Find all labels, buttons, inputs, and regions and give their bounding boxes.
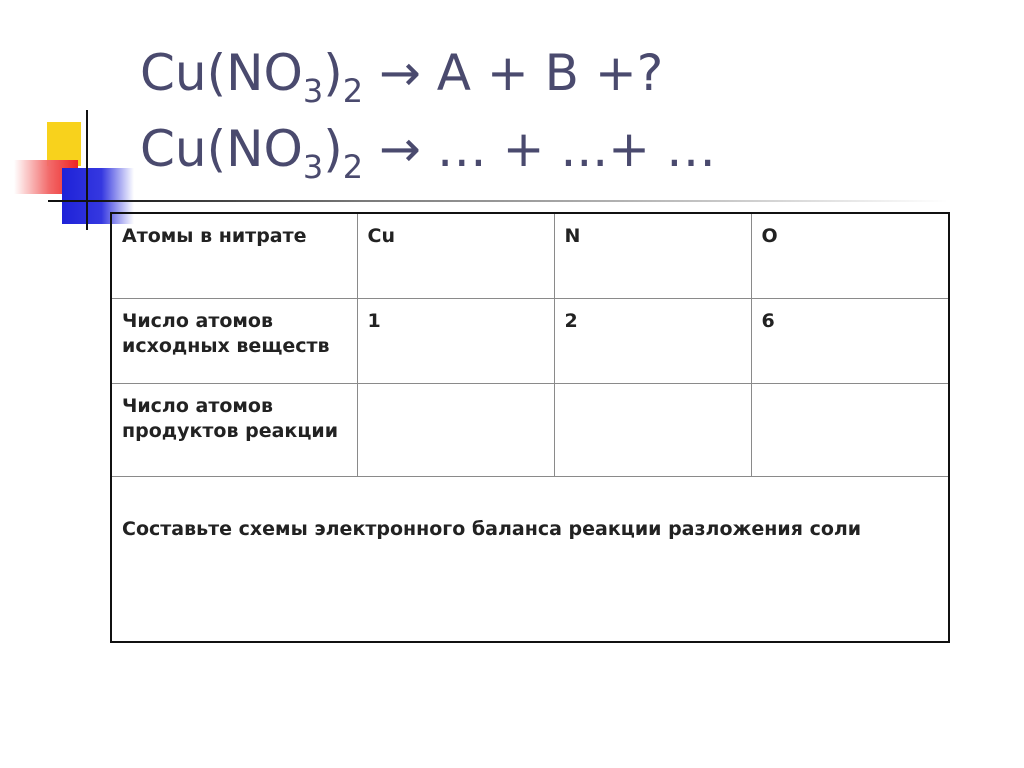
title-equation-2 <box>140 120 716 186</box>
row-label-products: Число атомов продуктов реакции <box>111 384 357 477</box>
task-instruction: Составьте схемы электронного баланса реакции разложения соли <box>111 477 949 643</box>
decor-horizontal-rule <box>48 200 948 202</box>
table-header-row <box>111 213 949 299</box>
cell-cu-reactants: 1 <box>357 299 554 384</box>
atom-count-table <box>110 212 950 643</box>
equation-products: → A + B +? <box>363 44 664 102</box>
header-cell-n: N <box>554 213 751 299</box>
subscript: 2 <box>342 72 364 110</box>
formula-text: Cu(NO <box>140 120 303 178</box>
cell-o-products <box>751 384 949 477</box>
cell-n-products <box>554 384 751 477</box>
title-equation-1 <box>140 44 664 110</box>
formula-text: ) <box>323 120 343 178</box>
decor-vertical-line <box>86 110 88 230</box>
header-cell-cu: Cu <box>357 213 554 299</box>
formula-text: Cu(NO <box>140 44 303 102</box>
table-row <box>111 384 949 477</box>
cell-cu-products <box>357 384 554 477</box>
subscript: 3 <box>302 72 324 110</box>
subscript: 2 <box>342 148 364 186</box>
formula-text: ) <box>323 44 343 102</box>
cell-o-reactants: 6 <box>751 299 949 384</box>
equation-products: → … + ...+ … <box>363 120 716 178</box>
subscript: 3 <box>302 148 324 186</box>
header-cell-o: O <box>751 213 949 299</box>
header-cell-atoms: Атомы в нитрате <box>111 213 357 299</box>
table-row <box>111 299 949 384</box>
cell-n-reactants: 2 <box>554 299 751 384</box>
table-footer-row <box>111 477 949 643</box>
row-label-reactants: Число атомов исходных веществ <box>111 299 357 384</box>
